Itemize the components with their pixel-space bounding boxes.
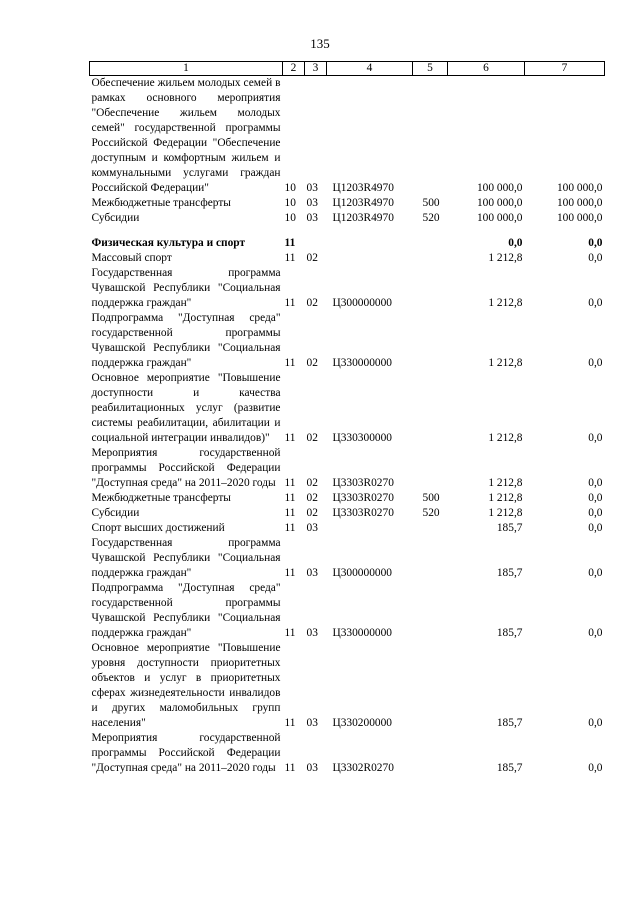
amount-year-2: 100 000,0 xyxy=(556,182,603,194)
section-code: 11 xyxy=(284,717,296,729)
target-item-code xyxy=(327,251,413,266)
table-row xyxy=(90,76,605,197)
subsection-code: 03 xyxy=(306,212,318,224)
target-item-code: Ц1203R4970 xyxy=(332,197,394,209)
target-item-code: Ц3303R0270 xyxy=(332,477,394,489)
target-item-code: Ц300000000 xyxy=(332,567,392,579)
amount-year-2: 0,0 xyxy=(588,522,603,534)
row-description: Государственная программа Чувашской Республики "Социальная поддержка граждан" xyxy=(91,267,281,309)
subsection-code: 03 xyxy=(306,197,318,209)
column-number: 7 xyxy=(525,62,605,76)
row-description: Межбюджетные трансферты xyxy=(91,197,231,209)
target-item-code xyxy=(327,521,413,536)
row-description: Физическая культура и спорт xyxy=(91,237,246,249)
expense-type-code xyxy=(413,521,448,536)
section-code: 11 xyxy=(284,492,296,504)
amount-year-2: 100 000,0 xyxy=(556,212,603,224)
column-numbers-row xyxy=(90,62,605,76)
amount-year-1: 1 212,8 xyxy=(488,432,523,444)
table-row xyxy=(90,506,605,521)
expense-type-code xyxy=(413,536,448,581)
column-number: 6 xyxy=(448,62,525,76)
row-description: Подпрограмма "Доступная среда" государственной программы Чувашской Республики "Социальная поддержка граждан" xyxy=(91,312,281,369)
expense-type-code xyxy=(413,236,448,251)
amount-year-1: 185,7 xyxy=(496,567,523,579)
subsection-code: 02 xyxy=(306,252,318,264)
section-code: 11 xyxy=(284,477,296,489)
row-description: Мероприятия государственной программы Российской Федерации "Доступная среда" на 2011–2020 годы xyxy=(91,447,281,489)
amount-year-1: 1 212,8 xyxy=(488,492,523,504)
target-item-code xyxy=(327,236,413,251)
amount-year-2: 0,0 xyxy=(588,432,603,444)
section-code: 11 xyxy=(284,627,296,639)
amount-year-1: 1 212,8 xyxy=(488,507,523,519)
expense-type-code: 520 xyxy=(422,212,440,224)
section-code: 10 xyxy=(284,212,296,224)
amount-year-2: 0,0 xyxy=(588,567,603,579)
table-body xyxy=(90,76,605,777)
section-code: 11 xyxy=(284,567,296,579)
table-header xyxy=(90,62,605,76)
row-spacer xyxy=(90,226,605,236)
subsection-code: 03 xyxy=(306,627,318,639)
amount-year-2: 0,0 xyxy=(588,477,603,489)
target-item-code: Ц3302R0270 xyxy=(332,762,394,774)
budget-table xyxy=(89,61,605,776)
table-row xyxy=(90,311,605,371)
table-row xyxy=(90,536,605,581)
table-row xyxy=(90,251,605,266)
amount-year-1: 185,7 xyxy=(496,522,523,534)
expense-type-code xyxy=(413,76,448,197)
amount-year-2: 0,0 xyxy=(588,297,603,309)
column-number: 1 xyxy=(90,62,283,76)
amount-year-2: 0,0 xyxy=(588,627,603,639)
section-code: 10 xyxy=(284,182,296,194)
amount-year-1: 1 212,8 xyxy=(488,252,523,264)
row-description: Спорт высших достижений xyxy=(91,522,225,534)
target-item-code: Ц3303R0270 xyxy=(332,492,394,504)
table-row xyxy=(90,641,605,731)
row-description: Межбюджетные трансферты xyxy=(91,492,231,504)
amount-year-1: 1 212,8 xyxy=(488,357,523,369)
subsection-code: 03 xyxy=(306,762,318,774)
amount-year-2: 0,0 xyxy=(588,237,603,249)
subsection-code: 03 xyxy=(306,522,318,534)
target-item-code: Ц1203R4970 xyxy=(332,212,394,224)
expense-type-code: 520 xyxy=(422,507,440,519)
row-description: Основное мероприятие "Повышение уровня доступности приоритетных объектов и услуг в приоритетных сферах жизнедеятельности инвалидов и других маломобильных групп населения" xyxy=(91,642,281,729)
row-description: Массовый спорт xyxy=(91,252,172,264)
section-code: 11 xyxy=(284,297,296,309)
amount-year-1: 1 212,8 xyxy=(488,297,523,309)
amount-year-1: 0,0 xyxy=(508,237,523,249)
table-row xyxy=(90,196,605,211)
page-number: 135 xyxy=(310,36,330,51)
column-number: 2 xyxy=(283,62,305,76)
amount-year-1: 100 000,0 xyxy=(476,212,523,224)
row-description: Мероприятия государственной программы Российской Федерации "Доступная среда" на 2011–2020 годы xyxy=(91,732,281,774)
amount-year-2: 0,0 xyxy=(588,507,603,519)
target-item-code: Ц330200000 xyxy=(332,717,392,729)
section-code: 11 xyxy=(284,507,296,519)
row-description: Субсидии xyxy=(91,212,140,224)
amount-year-1: 185,7 xyxy=(496,627,523,639)
table-row xyxy=(90,731,605,776)
subsection-code: 03 xyxy=(306,182,318,194)
subsection-code xyxy=(305,236,327,251)
target-item-code: Ц330300000 xyxy=(332,432,392,444)
amount-year-1: 1 212,8 xyxy=(488,477,523,489)
subsection-code: 03 xyxy=(306,567,318,579)
table-row xyxy=(90,491,605,506)
table-row xyxy=(90,446,605,491)
amount-year-2: 0,0 xyxy=(588,762,603,774)
expense-type-code xyxy=(413,581,448,641)
amount-year-2: 0,0 xyxy=(588,717,603,729)
amount-year-1: 185,7 xyxy=(496,717,523,729)
row-description: Основное мероприятие "Повышение доступности и качества реабилитационных услуг (развитие системы реабилитации, абилитации и социальной интеграции инвалидов)" xyxy=(91,372,281,444)
expense-type-code xyxy=(413,731,448,776)
column-number: 4 xyxy=(327,62,413,76)
subsection-code: 02 xyxy=(306,477,318,489)
table-row xyxy=(90,266,605,311)
column-number: 3 xyxy=(305,62,327,76)
amount-year-2: 0,0 xyxy=(588,252,603,264)
expense-type-code xyxy=(413,371,448,446)
row-description: Обеспечение жильем молодых семей в рамках основного мероприятия "Обеспечение жильем молодых семей" государственной программы Российской Федерации "Обеспечение доступным и комфортным жильем и коммунальными услугами граждан Российской Федерации" xyxy=(91,77,281,194)
target-item-code: Ц1203R4970 xyxy=(332,182,394,194)
amount-year-1: 185,7 xyxy=(496,762,523,774)
section-code: 11 xyxy=(284,432,296,444)
section-code: 11 xyxy=(284,237,296,249)
expense-type-code xyxy=(413,251,448,266)
expense-type-code xyxy=(413,641,448,731)
section-code: 11 xyxy=(284,357,296,369)
table-row xyxy=(90,236,605,251)
section-code: 10 xyxy=(284,197,296,209)
expense-type-code xyxy=(413,266,448,311)
subsection-code: 03 xyxy=(306,717,318,729)
amount-year-2: 0,0 xyxy=(588,357,603,369)
subsection-code: 02 xyxy=(306,507,318,519)
table-row xyxy=(90,371,605,446)
amount-year-2: 100 000,0 xyxy=(556,197,603,209)
section-code: 11 xyxy=(284,252,296,264)
expense-type-code: 500 xyxy=(422,492,440,504)
table-row xyxy=(90,521,605,536)
table-row xyxy=(90,211,605,226)
section-code: 11 xyxy=(284,762,296,774)
expense-type-code: 500 xyxy=(422,197,440,209)
expense-type-code xyxy=(413,311,448,371)
section-code: 11 xyxy=(284,522,296,534)
target-item-code: Ц300000000 xyxy=(332,297,392,309)
amount-year-1: 100 000,0 xyxy=(476,182,523,194)
row-description: Подпрограмма "Доступная среда" государственной программы Чувашской Республики "Социальная поддержка граждан" xyxy=(91,582,281,639)
table-row xyxy=(90,581,605,641)
expense-type-code xyxy=(413,446,448,491)
subsection-code: 02 xyxy=(306,432,318,444)
subsection-code: 02 xyxy=(306,297,318,309)
amount-year-1: 100 000,0 xyxy=(476,197,523,209)
subsection-code: 02 xyxy=(306,357,318,369)
column-number: 5 xyxy=(413,62,448,76)
target-item-code: Ц330000000 xyxy=(332,357,392,369)
target-item-code: Ц3303R0270 xyxy=(332,507,394,519)
spacer-cell xyxy=(90,226,605,236)
target-item-code: Ц330000000 xyxy=(332,627,392,639)
subsection-code: 02 xyxy=(306,492,318,504)
row-description: Государственная программа Чувашской Республики "Социальная поддержка граждан" xyxy=(91,537,281,579)
amount-year-2: 0,0 xyxy=(588,492,603,504)
row-description: Субсидии xyxy=(91,507,140,519)
